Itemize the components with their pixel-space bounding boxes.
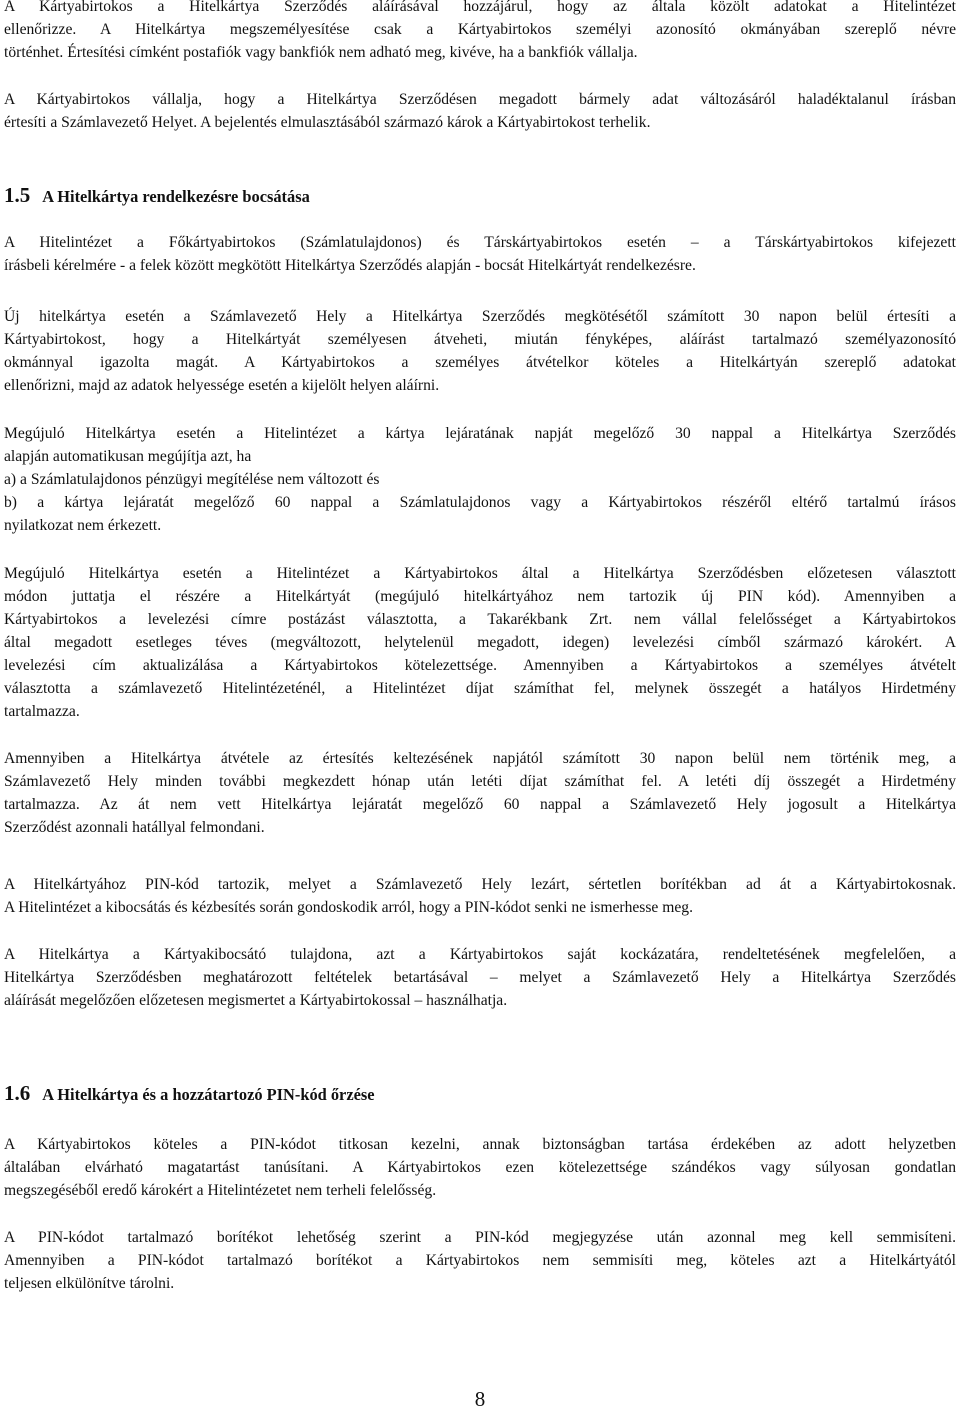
text-line: Amennyiben a PIN-kódot tartalmazó borítékot a Kártyabirtokos nem semmisíti meg, köteles azt a Hitelkártyától — [4, 1252, 956, 1269]
text-line: tartalmazza. — [4, 703, 80, 720]
text-line: teljesen elkülönítve tárolni. — [4, 1275, 175, 1292]
paragraph-renewal-delivery — [4, 562, 956, 723]
paragraph-data-change — [4, 88, 956, 134]
text-line: Megújuló Hitelkártya esetén a Hitelintézet a Kártyabirtokos által a Hitelkártya Szerződésben előzetesen választott — [4, 565, 956, 582]
text-line: Számlavezető Hely minden további megkezdett hónap után letéti díjat számíthat fel. A letéti díj összegét a Hirdetmény — [4, 773, 956, 790]
paragraph-data-consent — [4, 0, 956, 64]
text-line: Szerződést azonnali hatállyal felmondani. — [4, 819, 265, 836]
text-line: nyilatkozat nem érkezett. — [4, 517, 162, 534]
text-line: Amennyiben a Hitelkártya átvétele az értesítés keltezésének napjától számított 30 napon belül nem történik meg, a — [4, 750, 956, 767]
text-line: Megújuló Hitelkártya esetén a Hitelintézet a kártya lejáratának napját megelőző 30 nappal a Hitelkártya Szerződés — [4, 425, 956, 442]
text-line: Kártyabirtokost, hogy a Hitelkártyát személyesen átveheti, miután fényképes, aláírást tartalmazó személyazonosító — [4, 331, 956, 348]
text-line: okmánnyal igazolta magát. A Kártyabirtokos a személyes átvételkor köteles a Hitelkártyán szereplő adatokat — [4, 354, 956, 371]
text-line: A Hitelkártyához PIN-kód tartozik, melyet a Számlavezető Hely lezárt, sértetlen borítékban ad át a Kártyabirtokosnak. — [4, 876, 956, 893]
section-heading-1-6 — [4, 1081, 956, 1106]
text-line: levelezési cím aktualizálása a Kártyabirtokos kötelezettsége. Amennyiben a Kártyabirtokos a személyes átvételt — [4, 657, 956, 674]
text-line: ellenőrizni, majd az adatok helyessége esetén a kijelölt helyen aláírni. — [4, 377, 440, 394]
paragraph-card-issue — [4, 231, 956, 277]
section-number: 1.6 — [4, 1081, 31, 1105]
text-line: A Hitelintézet a Főkártyabirtokos (Számlatulajdonos) és Társkártyabirtokos esetén – a Társkártyabirtokos kifejezett — [4, 234, 956, 251]
paragraph-pin-secrecy — [4, 1133, 956, 1202]
section-title: A Hitelkártya rendelkezésre bocsátása — [42, 187, 310, 206]
paragraph-pin-destroy — [4, 1226, 956, 1295]
paragraph-new-card — [4, 305, 956, 397]
text-line: A Hitelkártya a Kártyakibocsátó tulajdona, azt a Kártyabirtokos saját kockázatára, rendeltetésének megfelelően, a — [4, 946, 956, 963]
page-number: 8 — [474, 1387, 486, 1411]
text-line: Új hitelkártya esetén a Számlavezető Hely a Hitelkártya Szerződés megkötésétől számított 30 napon belül értesíti a — [4, 308, 956, 325]
text-line: választotta a számlavezető Hitelintézeténél, a Hitelintézet díjat számíthat fel, melynek összegét a hatályos Hirdetmény — [4, 680, 956, 697]
text-line: Kártyabirtokos a levelezési címre postázást választotta, a Takarékbank Zrt. nem vállal felelősséget a Kártyabirtokos — [4, 611, 956, 628]
text-line: Hitelkártya Szerződésben meghatározott feltételek betartásával – melyet a Számlavezető Hely a Hitelkártya Szerződés — [4, 969, 956, 986]
text-line: által megadott esetleges téves (megváltozott, helytelenül megadott, idegen) levelezési címből származó károkért. A — [4, 634, 956, 651]
section-number: 1.5 — [4, 183, 31, 207]
text-line: értesíti a Számlavezető Helyet. A bejelentés elmulasztásából származó károk a Kártyabirtokost terhelik. — [4, 114, 651, 131]
paragraph-pin-envelope — [4, 873, 956, 919]
paragraph-card-ownership — [4, 943, 956, 1012]
section-heading-1-5 — [4, 183, 956, 208]
text-line: alapján automatikusan megújítja azt, ha — [4, 448, 252, 465]
text-line: A Hitelintézet a kibocsátás és kézbesítés során gondoskodik arról, hogy a PIN-kódot senki ne ismerhesse meg. — [4, 899, 693, 916]
paragraph-renewal — [4, 422, 956, 537]
text-line: általában elvárható magatartást tanúsítani. A Kártyabirtokos ezen kötelezettsége szándékos vagy súlyosan gondatlan — [4, 1159, 956, 1176]
text-line: b) a kártya lejáratát megelőző 60 nappal a Számlatulajdonos vagy a Kártyabirtokos részéről eltérő tartalmú írásos — [4, 494, 956, 511]
text-line: megszegéséből eredő károkért a Hitelintézetet nem terheli felelősség. — [4, 1182, 437, 1199]
text-line: a) a Számlatulajdonos pénzügyi megítélése nem változott és — [4, 471, 380, 488]
text-line: történhet. Értesítési címként postafiók vagy bankfiók nem adható meg, kivéve, ha a bankfiók vállalja. — [4, 44, 638, 61]
text-line: A Kártyabirtokos a Hitelkártya Szerződés aláírásával hozzájárul, hogy az általa közölt adatokat a Hitelintézet — [4, 0, 956, 15]
text-line: ellenőrizze. A Hitelkártya megszemélyesítése csak a Kártyabirtokos személyi azonosító okmányában szereplő névre — [4, 21, 956, 38]
paragraph-pickup-deadline — [4, 747, 956, 839]
text-line: A PIN-kódot tartalmazó borítékot lehetőség szerint a PIN-kód megjegyzése után azonnal meg kell semmisíteni. — [4, 1229, 956, 1246]
text-line: módon juttatja el részére a Hitelkártyát (megújuló hitelkártyához nem tartozik új PIN kód). Amennyiben a — [4, 588, 956, 605]
text-line: A Kártyabirtokos köteles a PIN-kódot titkosan kezelni, annak biztonságban tartása érdekében az adott helyzetben — [4, 1136, 956, 1153]
text-line: A Kártyabirtokos vállalja, hogy a Hitelkártya Szerződésen megadott bármely adat változásáról haladéktalanul írásban — [4, 91, 956, 108]
section-title: A Hitelkártya és a hozzátartozó PIN-kód őrzése — [42, 1085, 375, 1104]
text-line: aláírását megelőzően előzetesen megismertet a Kártyabirtokossal – használhatja. — [4, 992, 508, 1009]
text-line: tartalmazza. Az át nem vett Hitelkártya lejáratát megelőző 60 nappal a Számlavezető Hely jogosult a Hitelkártya — [4, 796, 956, 813]
text-line: írásbeli kérelmére - a felek között megkötött Hitelkártya Szerződés alapján - bocsát Hitelkártyát rendelkezésre. — [4, 257, 696, 274]
